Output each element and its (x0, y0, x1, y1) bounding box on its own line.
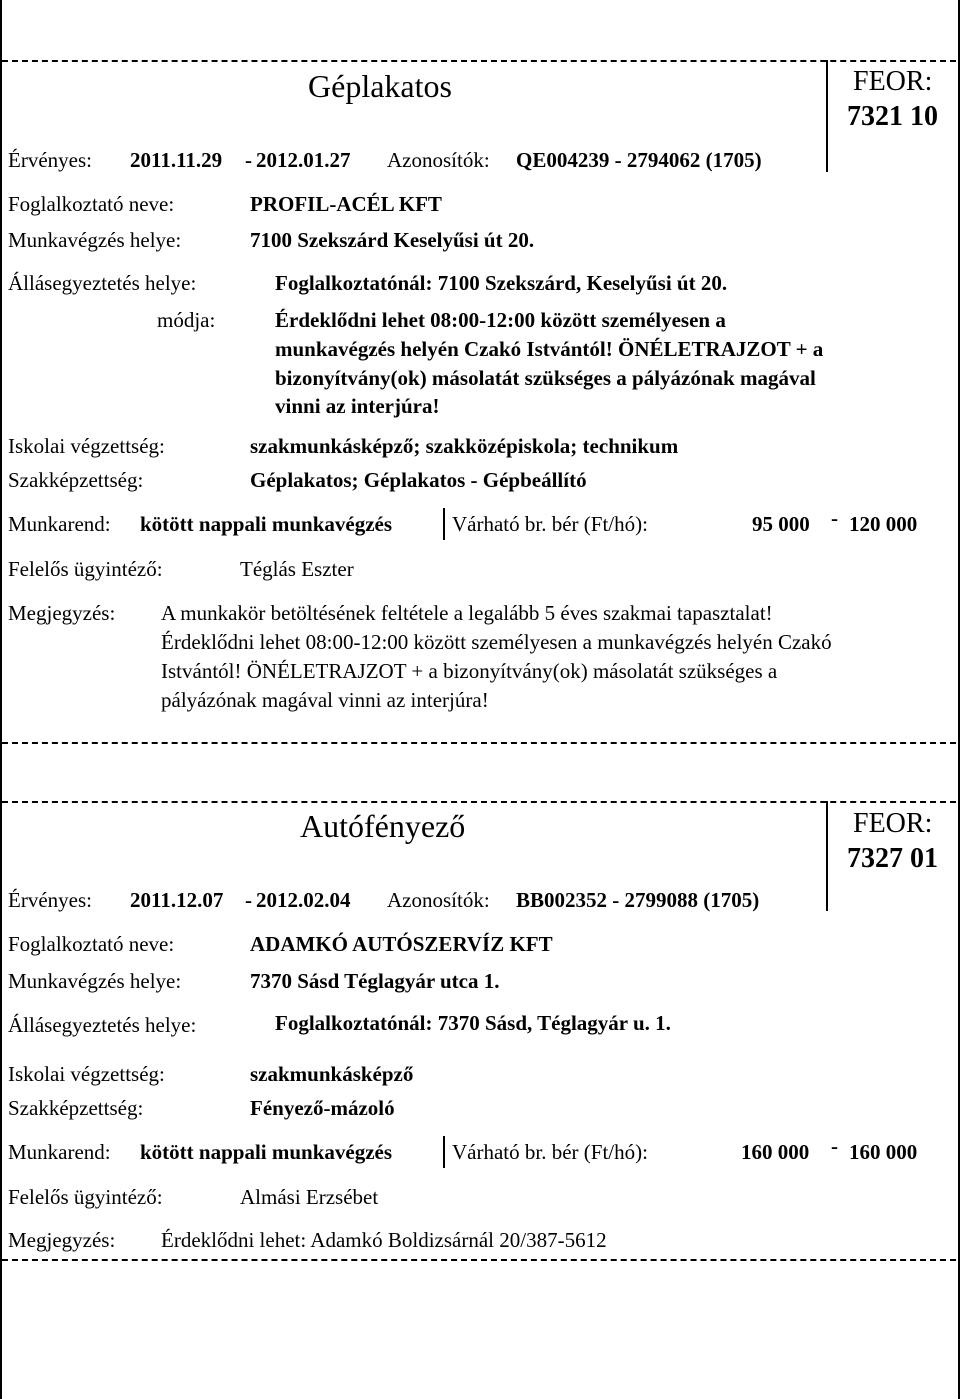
wage-min: 160 000 (741, 1140, 810, 1164)
schedule-divider (443, 508, 445, 540)
valid-separator: - (245, 148, 252, 172)
workplace-label: Munkavégzés helye: (8, 969, 182, 993)
note-label: Megjegyzés: (8, 601, 116, 625)
schedule-value: kötött nappali munkavégzés (140, 512, 393, 536)
schedule-value: kötött nappali munkavégzés (140, 1140, 393, 1164)
mode-line: munkavégzés helyén Czakó Istvántól! ÖNÉLETRAJZOT + a (275, 337, 824, 361)
school-value: szakmunkásképző; szakközépiskola; technikum (250, 434, 679, 458)
id-value: QE004239 - 2794062 (1705) (516, 148, 762, 172)
officer-label: Felelős ügyintéző: (8, 557, 163, 581)
feor-divider (826, 60, 828, 172)
feor-code: 7321 10 (847, 101, 938, 132)
valid-from: 2011.12.07 (130, 888, 224, 912)
wage-separator: - (831, 1134, 838, 1158)
note-value: Érdeklődni lehet: Adamkó Boldizsárnál 20/387-5612 (161, 1228, 607, 1252)
valid-from: 2011.11.29 (130, 148, 223, 172)
qualification-label: Szakképzettség: (8, 1096, 144, 1120)
mode-line: bizonyítvány(ok) másolatát szükséges a pályázónak magával (275, 366, 816, 390)
id-label: Azonosítók: (387, 148, 490, 172)
feor-label: FEOR: (853, 66, 933, 97)
job-title: Géplakatos (308, 68, 452, 104)
wage-label: Várható br. bér (Ft/hó): (452, 1140, 648, 1164)
feor-divider (826, 801, 828, 911)
school-label: Iskolai végzettség: (8, 434, 165, 458)
id-label: Azonosítók: (387, 888, 490, 912)
wage-max: 160 000 (849, 1140, 918, 1164)
mode-line: Érdeklődni lehet 08:00-12:00 között személyesen a (275, 308, 726, 332)
feor-label: FEOR: (853, 808, 933, 839)
feor-code: 7327 01 (847, 843, 938, 874)
card-divider-top (2, 801, 956, 803)
workplace-value: 7370 Sásd Téglagyár utca 1. (250, 969, 500, 993)
officer-label: Felelős ügyintéző: (8, 1185, 163, 1209)
id-value: BB002352 - 2799088 (1705) (516, 888, 760, 912)
note-label: Megjegyzés: (8, 1228, 116, 1252)
school-value: szakmunkásképző (250, 1062, 414, 1086)
meeting-label: Állásegyeztetés helye: (8, 1013, 197, 1037)
mode-label: módja: (157, 308, 216, 332)
schedule-divider (443, 1136, 445, 1168)
officer-value: Almási Erzsébet (240, 1185, 379, 1209)
workplace-value: 7100 Szekszárd Keselyűsi út 20. (250, 228, 535, 252)
qualification-label: Szakképzettség: (8, 468, 144, 492)
employer-value: PROFIL-ACÉL KFT (250, 192, 442, 216)
wage-min: 95 000 (752, 512, 810, 536)
employer-label: Foglalkoztató neve: (8, 932, 175, 956)
meeting-label: Állásegyeztetés helye: (8, 271, 197, 295)
schedule-label: Munkarend: (8, 1140, 111, 1164)
note-line: Érdeklődni lehet 08:00-12:00 között személyesen a munkavégzés helyén Czakó (161, 630, 832, 654)
note-line: pályázónak magával vinni az interjúra! (161, 688, 489, 712)
qualification-value: Géplakatos; Géplakatos - Gépbeállító (250, 468, 587, 492)
job-title: Autófényező (300, 808, 466, 844)
note-line: A munkakör betöltésének feltétele a legalább 5 éves szakmai tapasztalat! (161, 601, 773, 625)
note-line: Istvántól! ÖNÉLETRAJZOT + a bizonyítvány(ok) másolatát szükséges a (161, 659, 778, 683)
valid-to: 2012.02.04 (256, 888, 351, 912)
officer-value: Téglás Eszter (240, 557, 354, 581)
valid-separator: - (245, 888, 252, 912)
card-divider-bottom (2, 742, 956, 744)
card-divider-bottom (2, 1259, 956, 1261)
page-border-left (0, 0, 2, 1399)
wage-separator: - (831, 506, 838, 530)
wage-label: Várható br. bér (Ft/hó): (452, 512, 648, 536)
wage-max: 120 000 (849, 512, 918, 536)
school-label: Iskolai végzettség: (8, 1062, 165, 1086)
employer-label: Foglalkoztató neve: (8, 192, 175, 216)
meeting-value: Foglalkoztatónál: 7100 Szekszárd, Keselyűsi út 20. (275, 271, 728, 295)
meeting-value: Foglalkoztatónál: 7370 Sásd, Téglagyár u. 1. (275, 1011, 671, 1035)
workplace-label: Munkavégzés helye: (8, 228, 182, 252)
mode-line: vinni az interjúra! (275, 394, 440, 418)
valid-to: 2012.01.27 (256, 148, 351, 172)
schedule-label: Munkarend: (8, 512, 111, 536)
valid-label: Érvényes: (8, 148, 92, 172)
valid-label: Érvényes: (8, 888, 92, 912)
card-divider-top (2, 60, 956, 62)
qualification-value: Fényező-mázoló (250, 1096, 395, 1120)
employer-value: ADAMKÓ AUTÓSZERVÍZ KFT (250, 932, 553, 956)
